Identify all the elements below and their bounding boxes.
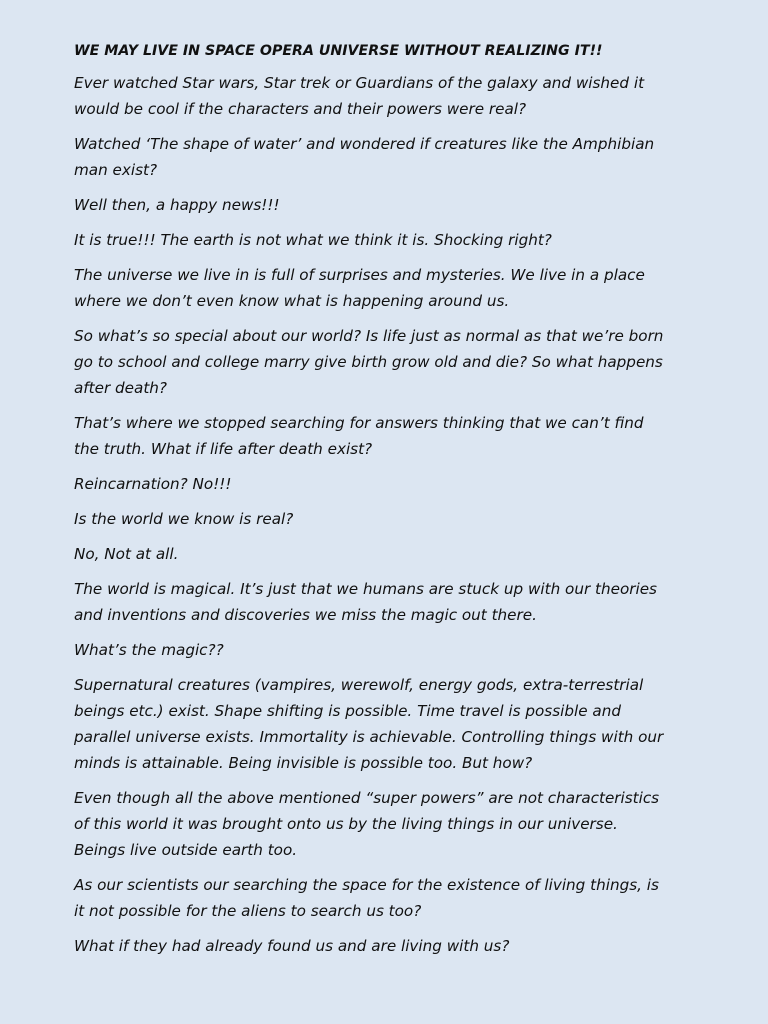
paragraph: As our scientists our searching the space for the existence of living things, is it not possible for the aliens to search us too?	[74, 876, 659, 920]
paragraph: It is true!!! The earth is not what we think it is. Shocking right?	[74, 231, 552, 249]
paragraph: The world is magical. It’s just that we humans are stuck up with our theories and inventions and discoveries we miss the magic out there.	[74, 580, 657, 624]
document-title: WE MAY LIVE IN SPACE OPERA UNIVERSE WITHOUT REALIZING IT!!	[74, 43, 603, 59]
paragraph: Reincarnation? No!!!	[74, 475, 232, 493]
paragraph: No, Not at all.	[74, 545, 179, 563]
paragraph: That’s where we stopped searching for answers thinking that we can’t find the truth. What if life after death exist?	[74, 414, 644, 458]
paragraph: Ever watched Star wars, Star trek or Guardians of the galaxy and wished it would be cool if the characters and their powers were real?	[74, 74, 645, 118]
paragraph: So what’s so special about our world? Is life just as normal as that we’re born go to school and college marry give birth grow old and die? So what happens after death?	[74, 327, 664, 397]
paragraph: Is the world we know is real?	[74, 510, 294, 528]
paragraph: Supernatural creatures (vampires, werewolf, energy gods, extra-terrestrial beings etc.) exist. Shape shifting is possible. Time travel is possible and parallel universe exists. Immortality is achievable. Controlling things with our minds is attainable. Being invisible is possible too. But how?	[74, 676, 664, 772]
paragraph: Even though all the above mentioned “super powers” are not characteristics of this world it was brought onto us by the living things in our universe. Beings live outside earth too.	[74, 789, 660, 859]
paragraph: The universe we live in is full of surprises and mysteries. We live in a place where we don’t even know what is happening around us.	[74, 266, 645, 310]
paragraph: What if they had already found us and are living with us?	[74, 937, 510, 955]
paragraph: Watched ‘The shape of water’ and wondered if creatures like the Amphibian man exist?	[74, 135, 655, 179]
paragraph: What’s the magic??	[74, 641, 224, 659]
paragraph: Well then, a happy news!!!	[74, 196, 280, 214]
